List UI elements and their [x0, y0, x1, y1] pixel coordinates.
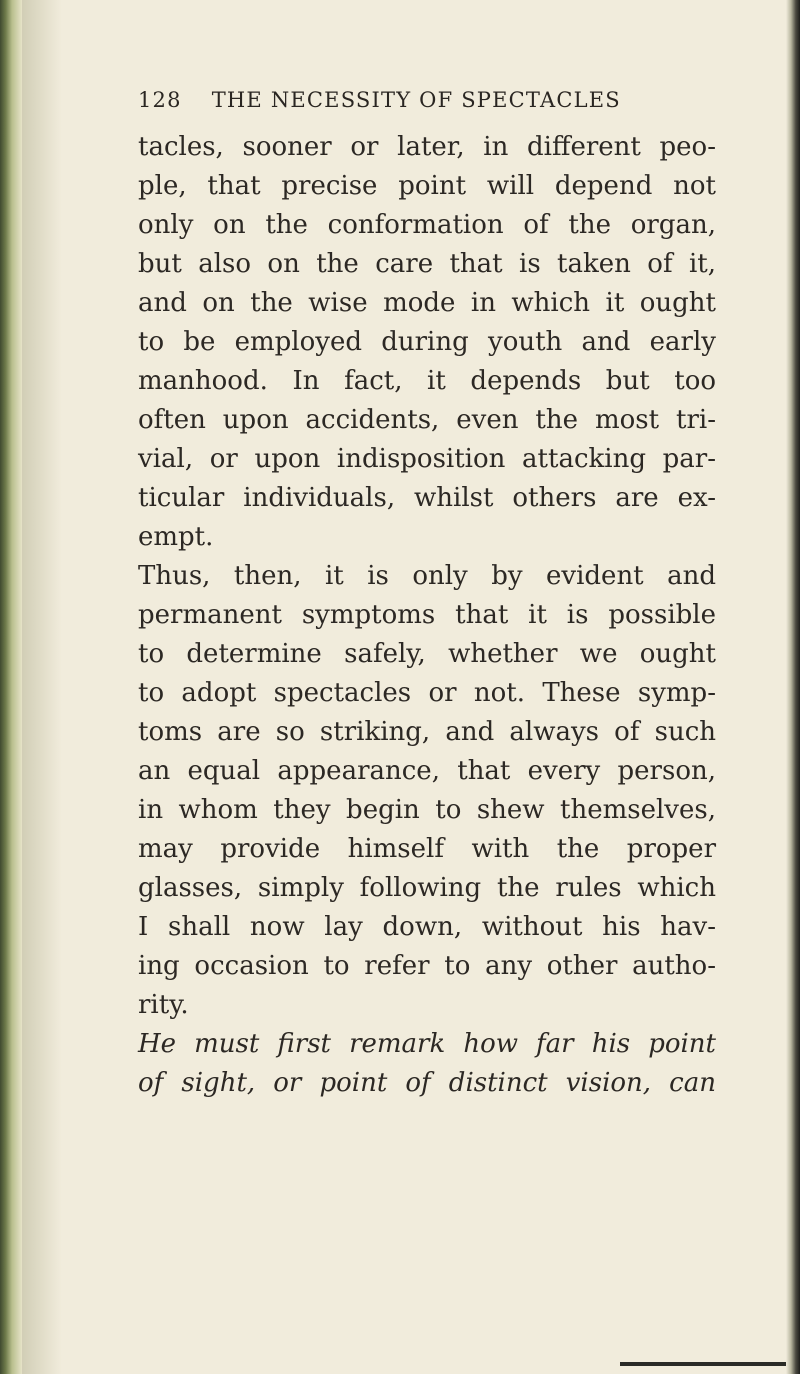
right-page-edge — [786, 0, 800, 1374]
running-title: THE NECESSITY OF SPECTACLES — [211, 88, 621, 112]
text-line: may provide himself with the proper — [138, 834, 716, 864]
text-line: to be employed during youth and early — [138, 327, 716, 357]
body-text — [138, 128, 716, 1103]
text-line: but also on the care that is taken of it, — [138, 249, 716, 279]
running-header — [138, 88, 698, 112]
text-line: vial, or upon indisposition attacking par- — [138, 444, 716, 474]
text-line: an equal appearance, that every person, — [138, 756, 716, 786]
text-line: in whom they begin to shew themselves, — [138, 795, 716, 825]
text-line: to determine safely, whether we ought — [138, 639, 716, 669]
text-line: and on the wise mode in which it ought — [138, 288, 716, 318]
text-line: ticular individuals, whilst others are ex- — [138, 483, 716, 513]
text-line: Thus, then, it is only by evident and — [138, 561, 716, 591]
text-line: He must first remark how far his point — [138, 1029, 716, 1059]
text-line: of sight, or point of distinct vision, can — [138, 1068, 716, 1098]
text-line: manhood. In fact, it depends but too — [138, 366, 716, 396]
text-line: toms are so striking, and always of such — [138, 717, 716, 747]
text-line: I shall now lay down, without his hav- — [138, 912, 716, 942]
left-binding-gutter — [0, 0, 22, 1374]
text-line: tacles, sooner or later, in different peo- — [138, 132, 716, 162]
binding-shadow — [22, 0, 62, 1374]
text-line: only on the conformation of the organ, — [138, 210, 716, 240]
text-line: often upon accidents, even the most tri- — [138, 405, 716, 435]
text-line: permanent symptoms that it is possible — [138, 600, 716, 630]
text-line: glasses, simply following the rules which — [138, 873, 716, 903]
page-number: 128 — [138, 88, 182, 112]
text-line: ing occasion to refer to any other autho- — [138, 951, 716, 981]
text-line: empt. — [138, 522, 214, 552]
text-line: to adopt spectacles or not. These symp- — [138, 678, 716, 708]
page-edge-line — [620, 1362, 786, 1366]
text-line: rity. — [138, 990, 189, 1020]
text-line: ple, that precise point will depend not — [138, 171, 716, 201]
